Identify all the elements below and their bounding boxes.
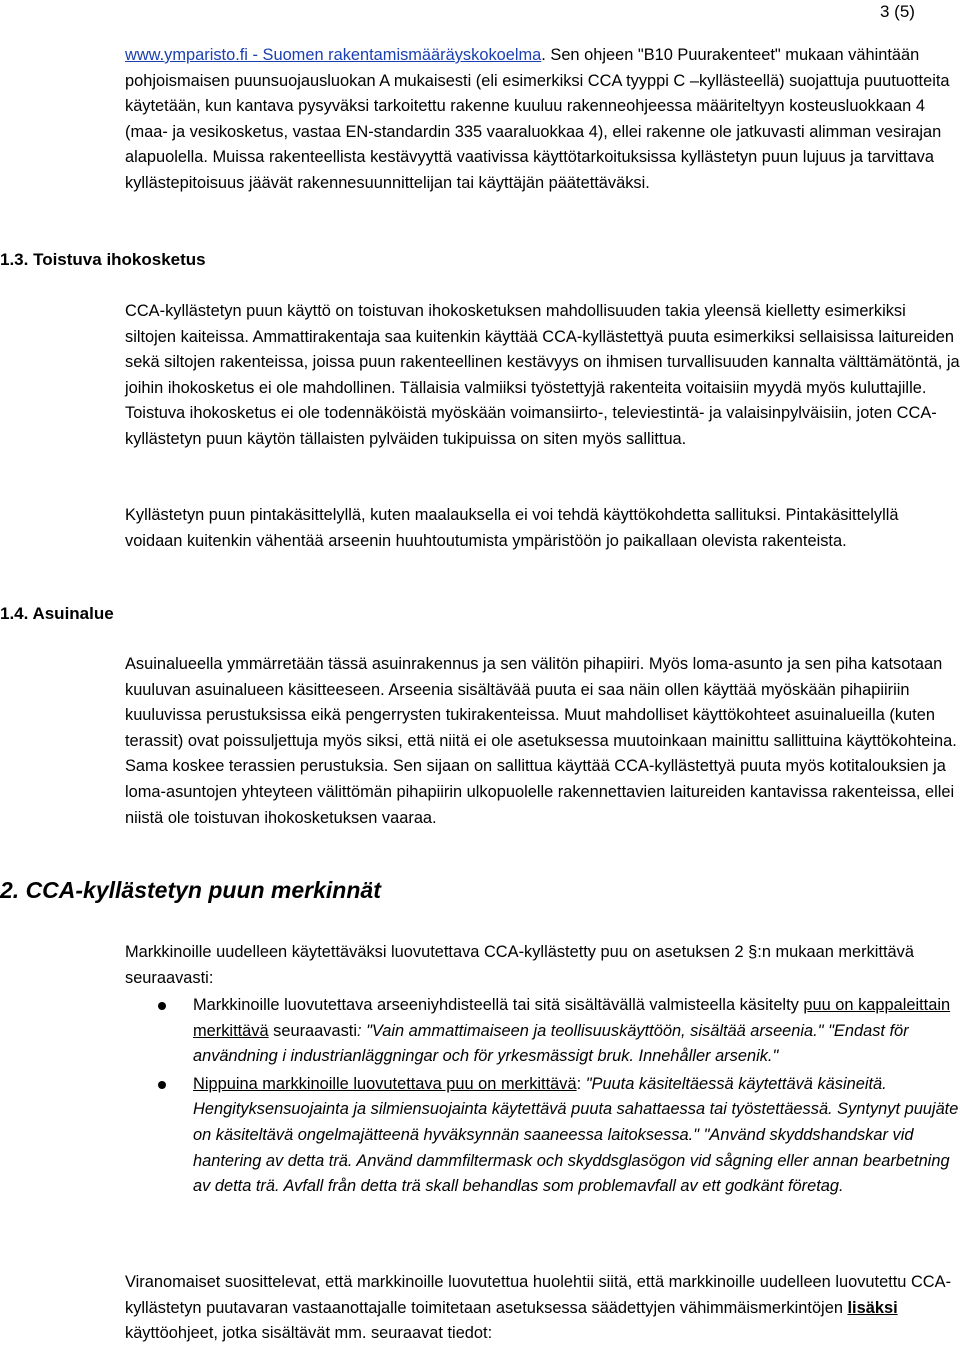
bullet1-text-b: seuraavasti bbox=[268, 1021, 357, 1040]
marking-bullet-list bbox=[125, 993, 960, 1200]
bullet-dot-icon bbox=[158, 1081, 166, 1089]
section-1-3-paragraph-2 bbox=[125, 503, 960, 554]
bullet1-underlined: puu on kappaleittain merkittävä bbox=[193, 996, 951, 1040]
section-2-lead-text: Markkinoille uudelleen käytettäväksi luovutettava CCA-kyllästetty puu on asetuksen 2 §:n mukaan merkittävä seuraavasti: bbox=[125, 943, 914, 987]
section-2-lead bbox=[125, 940, 960, 991]
marking-bullet-bundle bbox=[125, 1072, 960, 1200]
intro-paragraph bbox=[125, 43, 960, 197]
section-2-heading: 2. CCA-kyllästetyn puun merkinnät bbox=[0, 877, 381, 903]
section-1-4-paragraph bbox=[125, 652, 960, 831]
lisaksi-link[interactable]: lisäksi bbox=[847, 1298, 898, 1317]
bullet1-quote: : "Vain ammattimaiseen ja teollisuuskäyttöön, sisältää arseenia." "Endast för användning i industrianläggningar och för yrkesmässigt bruk. Innehåller arsenik." bbox=[193, 1021, 909, 1066]
section-2-closing bbox=[125, 1270, 960, 1347]
section-1-3-text-1: CCA-kyllästetyn puun käyttö on toistuvan ihokosketuksen mahdollisuuden takia yleensä kielletty esimerkiksi siltojen kaiteissa. Ammattirakentaja saa kuitenkin käyttää CCA-kyllästettyä puuta esimerkiksi sellaisissa laitureiden sekä siltojen rakenteissa, joissa puun rakenteellinen kestävyys on ihmisen turvallisuuden kannalta välttämätöntä, ja joihin ihokosketus ei ole mahdollinen. Tällaisia valmiiksi työstettyjä rakenteita voitaisiin myydä myös kuluttajille. Toistuva ihokosketus ei ole todennäköistä myöskään voimansiirto-, televiestintä- ja valaisinpylväisiin, joten CCA-kyllästetyn puun käytön tällaisten pylväiden tukipuissa on siten myös sallittua. bbox=[125, 302, 960, 448]
page-number: 3 (5) bbox=[880, 2, 915, 21]
intro-text: . Sen ohjeen "B10 Puurakenteet" mukaan vähintään pohjoismaisen puunsuojausluokan A mukaisesti (eli esimerkiksi CCA tyyppi C –kyllästeellä) suojattuja puutuotteita käytetään, kun kantava pysyväksi tarkoitettu rakenne kuuluu rakenneohjeessa määriteltyyn kosteusluokkaan 4 (maa- ja vesikosketus, vastaa EN-standardin 335 vaaraluokkaa 4), ellei rakenne ole jatkuvasti alimman vesirajan alapuolella. Muissa rakenteellista kestävyyttä vaativissa käyttötarkoituksissa kyllästetyn puun lujuus ja tarvittava kyllästepitoisuus jäävät rakennesuunnittelijan tai käyttäjän päätettäväksi. bbox=[125, 46, 950, 192]
bullet2-text: : bbox=[576, 1074, 586, 1093]
closing-text-b: käyttöohjeet, jotka sisältävät mm. seuraavat tiedot: bbox=[125, 1324, 493, 1343]
section-1-4-text: Asuinalueella ymmärretään tässä asuinrakennus ja sen välitön pihapiiri. Myös loma-asunto ja sen piha katsotaan kuuluvan asuinalueen käsitteeseen. Arseenia sisältävää puuta ei saa näin ollen käyttää myöskään pihapiiriin kuuluvissa perustuksissa eikä pengerrysten tukirakenteissa. Muut mahdolliset käyttökohteet asuinalueilla (kuten terassit) ovat poissuljettuja myös siksi, että niitä ei ole asetuksessa muutoinkaan mainittu sallittuina käyttökohteina. Sama koskee terassien perustuksia. Sen sijaan on sallittua käyttää CCA-kyllästettyä puuta myös kotitalouksien ja loma-asuntojen yhteyteen välittömän pihapiirin ulkopuolelle rakennettavien laitureiden kantavissa rakenteissa, ellei niistä ole toistuvan ihokosketuksen vaaraa. bbox=[125, 655, 957, 827]
section-1-3-paragraph-1 bbox=[125, 299, 960, 453]
bullet2-underlined: Nippuina markkinoille luovutettava puu on merkittävä bbox=[193, 1074, 577, 1093]
closing-text-a: Viranomaiset suosittelevat, että markkinoille luovutettua huolehtii siitä, että markkinoille uudelleen luovutettu CCA-kyllästetyn puutavaran vastaanottajalle toimitetaan asetuksessa säädettyjen vähimmäismerkintöjen bbox=[125, 1273, 952, 1317]
bullet1-text-a: Markkinoille luovutettava arseeniyhdisteellä tai sitä sisältävällä valmisteella käsitelty bbox=[193, 996, 804, 1014]
regulation-collection-link[interactable]: www.ymparisto.fi - Suomen rakentamismääräyskokoelma bbox=[125, 46, 542, 64]
bullet-dot-icon bbox=[158, 1002, 166, 1010]
section-1-3-text-2: Kyllästetyn puun pintakäsittelyllä, kuten maalauksella ei voi tehdä käyttökohdetta sallituksi. Pintakäsittelyllä voidaan kuitenkin vähentää arseenin huuhtoutumista ympäristöön jo paikallaan olevista rakenteista. bbox=[125, 506, 899, 550]
section-1-3-heading: 1.3. Toistuva ihokosketus bbox=[0, 250, 206, 269]
marking-bullet-piece bbox=[125, 993, 960, 1070]
bullet2-quote: "Puuta käsiteltäessä käytettävä käsineitä. Hengityksensuojainta ja silmiensuojainta käytettävä puuta sahattaessa tai työstettäessä. Syntynyt puujäte on käsiteltävä ongelmajätteenä hyväksynnän saaneessa laitoksessa." "Använd skyddshandskar vid hantering av detta trä. Använd dammfiltermask och skyddsglasögon vid sågning eller annan bearbetning av detta trä. Avfall från detta trä skall behandlas som problemavfall av ett godkänt företag. bbox=[193, 1074, 959, 1196]
section-1-4-heading: 1.4. Asuinalue bbox=[0, 604, 114, 623]
